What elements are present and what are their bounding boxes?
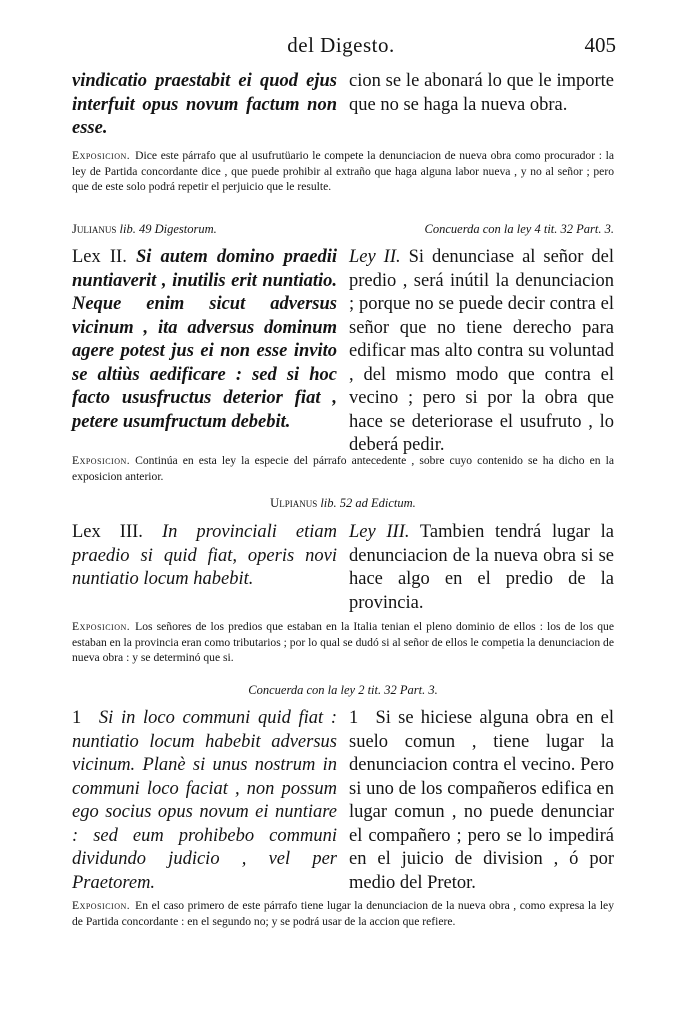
section-pair-1: [72, 707, 614, 895]
spanish-law: [349, 521, 614, 615]
page-number: 405: [584, 33, 616, 57]
citation-row: [72, 683, 614, 699]
lex-label: Lex II.: [72, 247, 127, 267]
latin-text: vindicatio praestabit ei quod ejus interfuit opus novum factum non esse.: [72, 71, 337, 138]
source-reference: lib. 52 ad Edictum.: [320, 496, 416, 510]
latin-text: Si autem domino praedii nuntiaverit , inutilis erit nuntiatio. Neque enim sicut adversus vicinum , ita adversus dominum agere potest jus ei non esse invito se altiùs aedificare : sed si hoc facto ususfructus deterior fiat , petere usumfructum debebit.: [72, 247, 338, 432]
exposicion-paragraph: [72, 148, 614, 195]
lex-label: Lex III.: [72, 522, 143, 542]
citation-row: [72, 222, 614, 238]
spanish-section: [349, 707, 614, 895]
law-pair-2: [72, 246, 614, 458]
spanish-text: Tambien tendrá lugar la denunciacion de la nueva obra si se hace algo en el predio de la provincia.: [349, 522, 614, 613]
latin-law: [72, 246, 337, 458]
source-reference: lib. 49 Digestorum.: [119, 222, 217, 236]
latin-law: [72, 521, 337, 615]
exposicion-paragraph: [72, 898, 614, 929]
exposicion-text: En el caso primero de este párrafo tiene lugar la denunciacion de la nueva obra , como expresa la ley de Partida concordante : en el segundo no; y se podrá usar de la accion que refiere.: [72, 899, 614, 928]
running-title: del Digesto.: [287, 33, 395, 57]
running-head: [0, 33, 682, 63]
concordance-citation: Concuerda con la ley 2 tit. 32 Part. 3.: [248, 683, 438, 697]
exposicion-text: Continúa en esta ley la especie del párrafo antecedente , sobre cuyo contenido se ha dicho en la exposicion anterior.: [72, 454, 614, 483]
author-name: Julianus: [72, 222, 117, 236]
exposicion-label: Exposicion.: [72, 454, 131, 467]
section-number: 1: [72, 708, 82, 728]
latin-section: [72, 707, 337, 895]
section-number: 1: [349, 708, 359, 728]
exposicion-label: Exposicion.: [72, 899, 131, 912]
spanish-text: Si denunciase al señor del predio , será inútil la denunciacion ; porque no se puede decir contra el señor que no tiene derecho para edificar mas alto contra su voluntad , del mismo modo que contra el vecino ; pero si por la obra que hace se deteriorase el usufruto , lo deberá pedir.: [349, 247, 614, 455]
spanish-text: Si se hiciese alguna obra en el suelo comun , tiene lugar la denunciacion contra el vecino. Pero si uno de los compañeros edifica en lugar comun , no puede denunciar el compañero ; pero se lo impedirá en el juicio de division , ó por medio del Pretor.: [349, 708, 615, 893]
exposicion-text: Los señores de los predios que estaban en la Italia tenian el pleno dominio de ellos : los de los que estaban en la provincia eran como tributarios ; por lo qual se dudó si al señor de ellos le competia la denunciacion de nueva obra : y se determinó que si.: [72, 620, 614, 664]
exposicion-text: Dice este párrafo que al usufrutüario le compete la denunciacion de nueva obra como procurador : la ley de Partida concordante dice , que puede prohibir al extraño que haga alguna labor nueva , y no al señor ; pero que de este solo podrá repetir el perjuicio que le resulte.: [72, 149, 614, 193]
spanish-text: cion se le abonará lo que le importe que no se haga la nueva obra.: [349, 71, 614, 115]
exposicion-label: Exposicion.: [72, 149, 131, 162]
passage-continuation: [72, 70, 614, 141]
exposicion-label: Exposicion.: [72, 620, 131, 633]
law-pair-3: [72, 521, 614, 615]
author-name: Ulpianus: [270, 496, 318, 510]
exposicion-paragraph: [72, 619, 614, 666]
concordance-citation: Concuerda con la ley 4 tit. 32 Part. 3.: [424, 222, 614, 236]
ley-label: Ley II.: [349, 247, 401, 267]
spanish-law: [349, 246, 614, 458]
citation-row: [72, 496, 614, 512]
source-citation: [72, 222, 217, 237]
exposicion-paragraph: [72, 453, 614, 484]
latin-text: Si in loco communi quid fiat : nuntiatio locum habebit adversus vicinum. Planè si unus nostrum in communi loco faciat , non possum ego socius opus novum ei nuntiare : sed eum prohibebo communi dividundo judicio , vel per Praetorem.: [72, 708, 337, 893]
latin-text: In provinciali etiam praedio si quid fiat, operis novi nuntiatio locum habebit.: [72, 522, 337, 589]
ley-label: Ley III.: [349, 522, 410, 542]
source-citation: [72, 496, 614, 511]
